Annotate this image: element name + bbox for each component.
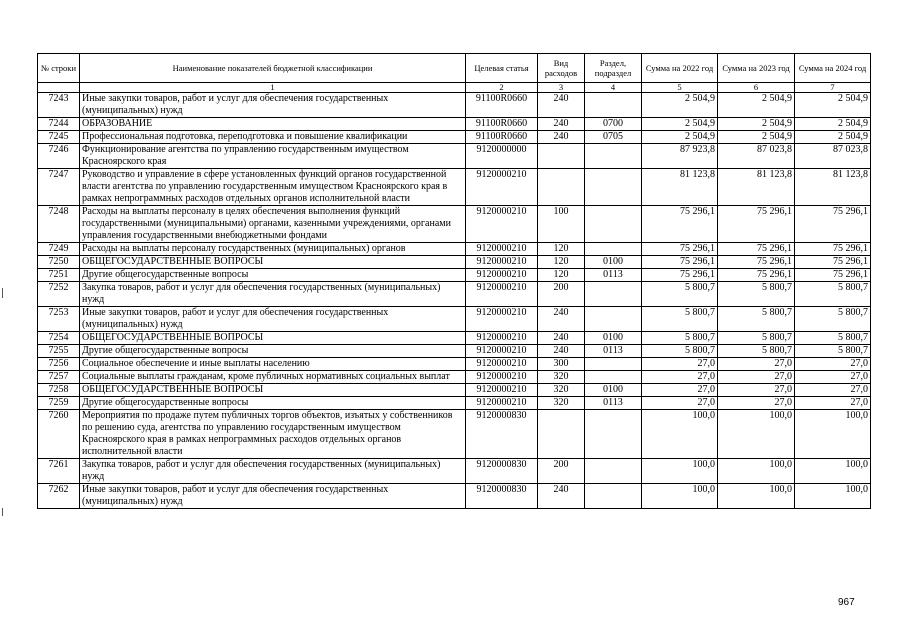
- header-expense-type: Вид расходов: [538, 54, 585, 83]
- indicator-name-cell: Социальные выплаты гражданам, кроме публичных нормативных социальных выплат: [80, 371, 466, 384]
- row-number-cell: 7245: [38, 131, 80, 144]
- sum-2024-cell: 27,0: [795, 371, 871, 384]
- target-article-cell: 9120000210: [466, 169, 538, 206]
- expense-type-cell: 320: [538, 384, 585, 397]
- column-number: 7: [795, 83, 871, 93]
- expense-type-cell: [538, 410, 585, 459]
- sum-2023-cell: 5 800,7: [718, 345, 795, 358]
- target-article-cell: 9120000210: [466, 206, 538, 243]
- indicator-name-cell: Другие общегосударственные вопросы: [80, 345, 466, 358]
- section-code-cell: 0113: [585, 345, 642, 358]
- sum-2023-cell: 87 023,8: [718, 144, 795, 169]
- row-number-cell: 7247: [38, 169, 80, 206]
- sum-2022-cell: 100,0: [642, 459, 718, 484]
- sum-2023-cell: 100,0: [718, 484, 795, 509]
- sum-2022-cell: 2 504,9: [642, 118, 718, 131]
- sum-2023-cell: 75 296,1: [718, 269, 795, 282]
- header-sum-2024: Сумма на 2024 год: [795, 54, 871, 83]
- section-code-cell: [585, 459, 642, 484]
- indicator-name-cell: Расходы на выплаты персоналу государственных (муниципальных) органов: [80, 243, 466, 256]
- sum-2024-cell: 5 800,7: [795, 307, 871, 332]
- row-number-cell: 7250: [38, 256, 80, 269]
- sum-2023-cell: 27,0: [718, 397, 795, 410]
- sum-2024-cell: 100,0: [795, 484, 871, 509]
- section-code-cell: [585, 410, 642, 459]
- row-number-cell: 7244: [38, 118, 80, 131]
- row-number-cell: 7253: [38, 307, 80, 332]
- table-body: [38, 93, 871, 509]
- sum-2023-cell: 27,0: [718, 371, 795, 384]
- target-article-cell: 9120000000: [466, 144, 538, 169]
- row-number-cell: 7249: [38, 243, 80, 256]
- expense-type-cell: 320: [538, 397, 585, 410]
- sum-2022-cell: 75 296,1: [642, 206, 718, 243]
- column-number: 1: [80, 83, 466, 93]
- row-number-cell: 7246: [38, 144, 80, 169]
- sum-2024-cell: 27,0: [795, 397, 871, 410]
- indicator-name-cell: Расходы на выплаты персоналу в целях обеспечения выполнения функций государственными (муниципальными) органами, казенными учреждениями, органами управления государственными внебюджетными фондами: [80, 206, 466, 243]
- table-row: [38, 345, 871, 358]
- section-code-cell: 0100: [585, 256, 642, 269]
- sum-2023-cell: 75 296,1: [718, 256, 795, 269]
- section-code-cell: 0113: [585, 397, 642, 410]
- target-article-cell: 91100R0660: [466, 131, 538, 144]
- page-number: 967: [838, 597, 855, 608]
- indicator-name-cell: Иные закупки товаров, работ и услуг для обеспечения государственных (муниципальных) нужд: [80, 93, 466, 118]
- sum-2022-cell: 75 296,1: [642, 256, 718, 269]
- expense-type-cell: 320: [538, 371, 585, 384]
- table-row: [38, 384, 871, 397]
- sum-2023-cell: 5 800,7: [718, 332, 795, 345]
- sum-2024-cell: 100,0: [795, 459, 871, 484]
- sum-2022-cell: 100,0: [642, 484, 718, 509]
- table-row: [38, 243, 871, 256]
- section-code-cell: [585, 144, 642, 169]
- sum-2024-cell: 5 800,7: [795, 332, 871, 345]
- indicator-name-cell: ОБЩЕГОСУДАРСТВЕННЫЕ ВОПРОСЫ: [80, 332, 466, 345]
- table-row: [38, 459, 871, 484]
- indicator-name-cell: ОБЩЕГОСУДАРСТВЕННЫЕ ВОПРОСЫ: [80, 256, 466, 269]
- expense-type-cell: 200: [538, 282, 585, 307]
- scan-margin-mark: [2, 508, 3, 516]
- table-row: [38, 371, 871, 384]
- table-row: [38, 397, 871, 410]
- section-code-cell: [585, 206, 642, 243]
- scan-margin-mark: [2, 288, 3, 298]
- indicator-name-cell: Другие общегосударственные вопросы: [80, 397, 466, 410]
- section-code-cell: 0100: [585, 332, 642, 345]
- sum-2023-cell: 5 800,7: [718, 282, 795, 307]
- row-number-cell: 7243: [38, 93, 80, 118]
- header-sum-2022: Сумма на 2022 год: [642, 54, 718, 83]
- table-row: [38, 256, 871, 269]
- expense-type-cell: [538, 169, 585, 206]
- row-number-cell: 7248: [38, 206, 80, 243]
- section-code-cell: [585, 243, 642, 256]
- sum-2024-cell: 2 504,9: [795, 131, 871, 144]
- target-article-cell: 9120000210: [466, 269, 538, 282]
- table-row: [38, 307, 871, 332]
- sum-2024-cell: 75 296,1: [795, 269, 871, 282]
- target-article-cell: 9120000210: [466, 345, 538, 358]
- indicator-name-cell: Функционирование агентства по управлению государственным имуществом Красноярского края: [80, 144, 466, 169]
- column-number: [38, 83, 80, 93]
- indicator-name-cell: Закупка товаров, работ и услуг для обеспечения государственных (муниципальных) нужд: [80, 459, 466, 484]
- row-number-cell: 7261: [38, 459, 80, 484]
- sum-2023-cell: 2 504,9: [718, 118, 795, 131]
- table-row: [38, 206, 871, 243]
- table-row: [38, 144, 871, 169]
- sum-2022-cell: 87 923,8: [642, 144, 718, 169]
- target-article-cell: 91100R0660: [466, 93, 538, 118]
- table-row: [38, 131, 871, 144]
- indicator-name-cell: Руководство и управление в сфере установленных функций органов государственной власти агентства по управлению государственным имуществом Красноярского края в рамках непрограммных расходов отдельных органов исполнительной власти: [80, 169, 466, 206]
- row-number-cell: 7259: [38, 397, 80, 410]
- row-number-cell: 7260: [38, 410, 80, 459]
- indicator-name-cell: ОБРАЗОВАНИЕ: [80, 118, 466, 131]
- expense-type-cell: 240: [538, 131, 585, 144]
- target-article-cell: 9120000830: [466, 484, 538, 509]
- table-row: [38, 118, 871, 131]
- sum-2024-cell: 5 800,7: [795, 345, 871, 358]
- sum-2022-cell: 100,0: [642, 410, 718, 459]
- sum-2022-cell: 2 504,9: [642, 93, 718, 118]
- table-row: [38, 332, 871, 345]
- expense-type-cell: 120: [538, 243, 585, 256]
- indicator-name-cell: Иные закупки товаров, работ и услуг для обеспечения государственных (муниципальных) нужд: [80, 307, 466, 332]
- table-row: [38, 282, 871, 307]
- indicator-name-cell: ОБЩЕГОСУДАРСТВЕННЫЕ ВОПРОСЫ: [80, 384, 466, 397]
- header-section: Раздел, подраздел: [585, 54, 642, 83]
- sum-2022-cell: 5 800,7: [642, 307, 718, 332]
- expense-type-cell: 240: [538, 307, 585, 332]
- indicator-name-cell: Иные закупки товаров, работ и услуг для обеспечения государственных (муниципальных) нужд: [80, 484, 466, 509]
- section-code-cell: [585, 307, 642, 332]
- expense-type-cell: 120: [538, 269, 585, 282]
- table-row: [38, 358, 871, 371]
- indicator-name-cell: Другие общегосударственные вопросы: [80, 269, 466, 282]
- sum-2024-cell: 27,0: [795, 358, 871, 371]
- target-article-cell: 9120000210: [466, 307, 538, 332]
- sum-2022-cell: 75 296,1: [642, 243, 718, 256]
- expense-type-cell: 300: [538, 358, 585, 371]
- target-article-cell: 9120000210: [466, 243, 538, 256]
- sum-2023-cell: 100,0: [718, 410, 795, 459]
- sum-2022-cell: 27,0: [642, 358, 718, 371]
- expense-type-cell: 240: [538, 93, 585, 118]
- table-header: [38, 54, 871, 93]
- table-row: [38, 410, 871, 459]
- row-number-cell: 7257: [38, 371, 80, 384]
- row-number-cell: 7254: [38, 332, 80, 345]
- sum-2024-cell: 75 296,1: [795, 243, 871, 256]
- sum-2023-cell: 81 123,8: [718, 169, 795, 206]
- sum-2022-cell: 75 296,1: [642, 269, 718, 282]
- indicator-name-cell: Профессиональная подготовка, переподготовка и повышение квалификации: [80, 131, 466, 144]
- target-article-cell: 91100R0660: [466, 118, 538, 131]
- indicator-name-cell: Мероприятия по продаже путем публичных торгов объектов, изъятых у собственников по решению суда, агентства по управлению государственным имуществом Красноярского края в рамках непрограммных расходов отдельных органов исполнительной власти: [80, 410, 466, 459]
- column-number: 6: [718, 83, 795, 93]
- header-target-article: Целевая статья: [466, 54, 538, 83]
- row-number-cell: 7255: [38, 345, 80, 358]
- sum-2024-cell: 75 296,1: [795, 256, 871, 269]
- section-code-cell: [585, 371, 642, 384]
- sum-2022-cell: 5 800,7: [642, 345, 718, 358]
- sum-2022-cell: 27,0: [642, 397, 718, 410]
- header-row-number: № строки: [38, 54, 80, 83]
- column-number-row: [38, 83, 871, 93]
- target-article-cell: 9120000210: [466, 332, 538, 345]
- sum-2023-cell: 75 296,1: [718, 243, 795, 256]
- target-article-cell: 9120000210: [466, 282, 538, 307]
- row-number-cell: 7252: [38, 282, 80, 307]
- target-article-cell: 9120000210: [466, 397, 538, 410]
- target-article-cell: 9120000210: [466, 358, 538, 371]
- expense-type-cell: 120: [538, 256, 585, 269]
- section-code-cell: [585, 169, 642, 206]
- sum-2023-cell: 2 504,9: [718, 93, 795, 118]
- sum-2024-cell: 5 800,7: [795, 282, 871, 307]
- sum-2024-cell: 100,0: [795, 410, 871, 459]
- indicator-name-cell: Закупка товаров, работ и услуг для обеспечения государственных (муниципальных) нужд: [80, 282, 466, 307]
- sum-2023-cell: 2 504,9: [718, 131, 795, 144]
- sum-2022-cell: 5 800,7: [642, 282, 718, 307]
- sum-2023-cell: 75 296,1: [718, 206, 795, 243]
- expense-type-cell: 240: [538, 118, 585, 131]
- target-article-cell: 9120000210: [466, 371, 538, 384]
- sum-2024-cell: 27,0: [795, 384, 871, 397]
- column-number: 3: [538, 83, 585, 93]
- sum-2022-cell: 81 123,8: [642, 169, 718, 206]
- budget-table: [37, 53, 871, 509]
- table-row: [38, 93, 871, 118]
- row-number-cell: 7256: [38, 358, 80, 371]
- section-code-cell: [585, 358, 642, 371]
- sum-2024-cell: 2 504,9: [795, 93, 871, 118]
- section-code-cell: 0705: [585, 131, 642, 144]
- row-number-cell: 7262: [38, 484, 80, 509]
- row-number-cell: 7251: [38, 269, 80, 282]
- column-number: 5: [642, 83, 718, 93]
- sum-2023-cell: 27,0: [718, 384, 795, 397]
- indicator-name-cell: Социальное обеспечение и иные выплаты населению: [80, 358, 466, 371]
- section-code-cell: 0113: [585, 269, 642, 282]
- sum-2024-cell: 81 123,8: [795, 169, 871, 206]
- sum-2023-cell: 5 800,7: [718, 307, 795, 332]
- sum-2022-cell: 2 504,9: [642, 131, 718, 144]
- sum-2022-cell: 27,0: [642, 384, 718, 397]
- target-article-cell: 9120000210: [466, 256, 538, 269]
- section-code-cell: 0700: [585, 118, 642, 131]
- section-code-cell: 0100: [585, 384, 642, 397]
- column-number: 2: [466, 83, 538, 93]
- section-code-cell: [585, 282, 642, 307]
- sum-2024-cell: 87 023,8: [795, 144, 871, 169]
- sum-2022-cell: 5 800,7: [642, 332, 718, 345]
- table-row: [38, 269, 871, 282]
- header-indicator-name: Наименование показателей бюджетной классификации: [80, 54, 466, 83]
- expense-type-cell: 240: [538, 345, 585, 358]
- target-article-cell: 9120000830: [466, 459, 538, 484]
- expense-type-cell: [538, 144, 585, 169]
- row-number-cell: 7258: [38, 384, 80, 397]
- target-article-cell: 9120000210: [466, 384, 538, 397]
- target-article-cell: 9120000830: [466, 410, 538, 459]
- sum-2024-cell: 75 296,1: [795, 206, 871, 243]
- sum-2024-cell: 2 504,9: [795, 118, 871, 131]
- section-code-cell: [585, 484, 642, 509]
- expense-type-cell: 200: [538, 459, 585, 484]
- section-code-cell: [585, 93, 642, 118]
- sum-2022-cell: 27,0: [642, 371, 718, 384]
- table-row: [38, 169, 871, 206]
- table-row: [38, 484, 871, 509]
- sum-2023-cell: 100,0: [718, 459, 795, 484]
- expense-type-cell: 100: [538, 206, 585, 243]
- expense-type-cell: 240: [538, 332, 585, 345]
- header-sum-2023: Сумма на 2023 год: [718, 54, 795, 83]
- sum-2023-cell: 27,0: [718, 358, 795, 371]
- expense-type-cell: 240: [538, 484, 585, 509]
- column-number: 4: [585, 83, 642, 93]
